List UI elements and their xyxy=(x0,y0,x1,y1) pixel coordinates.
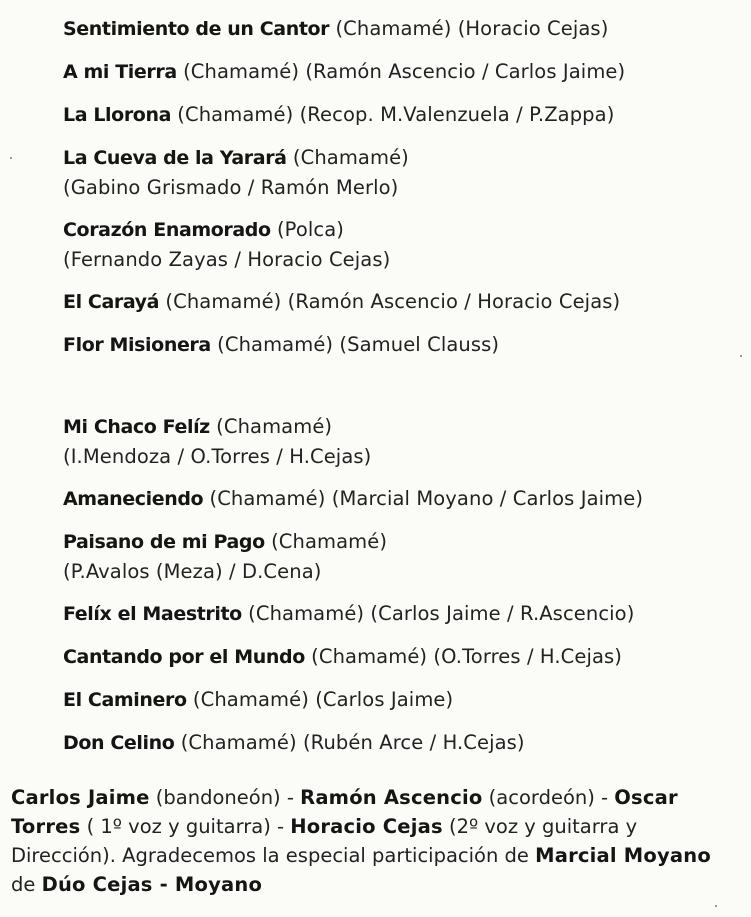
track-spacer xyxy=(63,274,743,287)
track-spacer xyxy=(63,202,743,215)
track-info: (Chamamé) xyxy=(209,415,333,438)
track-info: (Chamamé) xyxy=(286,146,409,169)
credit-name: Horacio Cejas xyxy=(290,815,443,838)
track-entry xyxy=(63,728,743,758)
track-spacer xyxy=(63,715,743,728)
scan-speck xyxy=(715,905,717,907)
track-title: El Caminero xyxy=(63,689,187,711)
track-info: (Chamamé) (Recop. M.Valenzuela / P.Zappa) xyxy=(171,103,615,126)
track-info: (Chamamé) (Ramón Ascencio / Carlos Jaime) xyxy=(176,60,626,83)
scan-speck xyxy=(10,157,12,159)
track-title: Corazón Enamorado xyxy=(63,219,271,241)
track-info: (Chamamé) (Marcial Moyano / Carlos Jaime) xyxy=(203,487,644,510)
scan-speck xyxy=(740,355,742,357)
track-info: (Chamamé) (Samuel Clauss) xyxy=(210,333,500,356)
credits-paragraph xyxy=(11,783,741,899)
track-spacer xyxy=(63,586,743,599)
track-title: Paisano de mi Pago xyxy=(63,531,265,553)
track-title: Don Celino xyxy=(63,732,175,754)
track-title: A mi Tierra xyxy=(63,61,177,83)
credit-name: Dúo Cejas - Moyano xyxy=(41,873,263,896)
track-title: Flor Misionera xyxy=(63,334,211,356)
track-spacer xyxy=(63,317,743,330)
track-authors: (Fernando Zayas / Horacio Cejas) xyxy=(63,248,391,271)
track-info: (Chamamé) (O.Torres / H.Cejas) xyxy=(304,645,622,668)
track-entry xyxy=(63,484,743,514)
track-info: (Chamamé) (Carlos Jaime) xyxy=(186,688,454,711)
track-authors: (Gabino Grismado / Ramón Merlo) xyxy=(63,176,399,199)
track-title: La Cueva de la Yarará xyxy=(63,147,287,169)
track-info: (Chamamé) (Carlos Jaime / R.Ascencio) xyxy=(241,602,635,625)
track-title: Felíx el Maestrito xyxy=(63,603,242,625)
track-spacer xyxy=(63,514,743,527)
track-title: Amaneciendo xyxy=(63,488,204,510)
track-info: (Chamamé) (Ramón Ascencio / Horacio Cejas) xyxy=(159,290,621,313)
track-spacer xyxy=(63,672,743,685)
credit-name: Carlos Jaime xyxy=(11,786,150,809)
track-entry xyxy=(63,215,743,274)
credit-name: Marcial Moyano xyxy=(535,844,711,867)
track-entry xyxy=(63,685,743,715)
credit-name: Ramón Ascencio xyxy=(300,786,483,809)
track-entry xyxy=(63,412,743,471)
track-spacer xyxy=(63,629,743,642)
track-spacer xyxy=(63,44,743,57)
track-title: El Carayá xyxy=(63,291,160,313)
track-entry xyxy=(63,330,743,360)
track-group-2 xyxy=(63,412,743,758)
credit-name: Oscar Torres xyxy=(11,786,678,838)
track-info: (Polca) xyxy=(270,218,344,241)
track-entry xyxy=(63,599,743,629)
track-title: Mi Chaco Felíz xyxy=(63,416,210,438)
track-entry xyxy=(63,143,743,202)
track-info: (Chamamé) xyxy=(264,530,388,553)
track-authors: (P.Avalos (Meza) / D.Cena) xyxy=(63,560,322,583)
track-entry xyxy=(63,287,743,317)
credit-text: (2º voz y guitarra y Dirección). Agradecemos la especial participación de xyxy=(11,815,638,867)
track-info: (Chamamé) (Horacio Cejas) xyxy=(329,17,609,40)
track-info: (Chamamé) (Rubén Arce / H.Cejas) xyxy=(174,731,525,754)
track-entry xyxy=(63,14,743,44)
track-entry xyxy=(63,642,743,672)
track-title: La Llorona xyxy=(63,104,171,126)
credit-text: (bandoneón) - xyxy=(149,786,301,809)
track-group-1 xyxy=(63,14,743,360)
track-spacer xyxy=(63,471,743,484)
track-entry xyxy=(63,527,743,586)
track-title: Cantando por el Mundo xyxy=(63,646,305,668)
credit-text: (acordeón) - xyxy=(482,786,615,809)
track-title: Sentimiento de un Cantor xyxy=(63,18,330,40)
track-list xyxy=(63,14,743,758)
track-spacer xyxy=(63,87,743,100)
track-entry xyxy=(63,57,743,87)
credit-text: de xyxy=(11,873,42,896)
credit-text: ( 1º voz y guitarra) - xyxy=(80,815,291,838)
track-authors: (I.Mendoza / O.Torres / H.Cejas) xyxy=(63,445,372,468)
track-spacer xyxy=(63,130,743,143)
track-entry xyxy=(63,100,743,130)
